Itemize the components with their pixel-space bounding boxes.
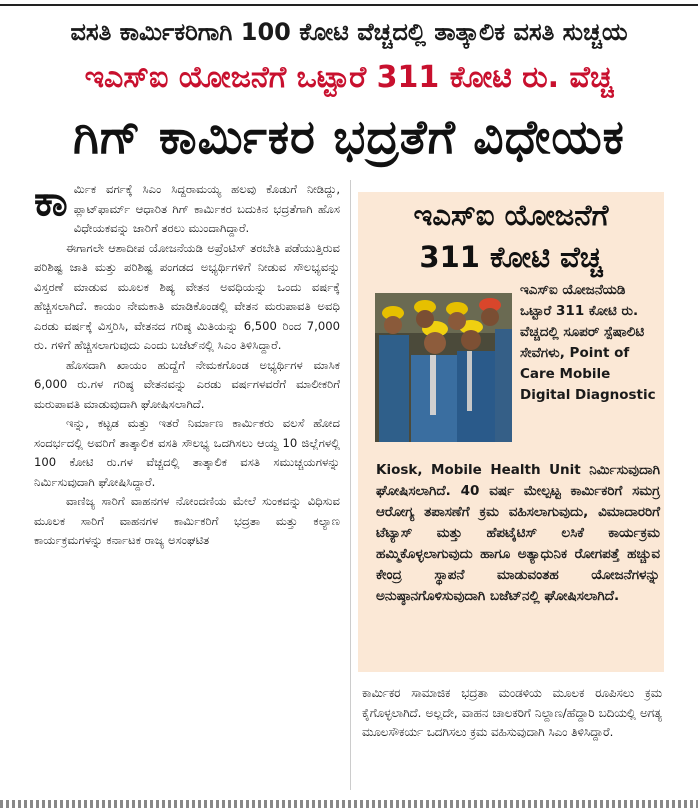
workers-photo-illustration bbox=[375, 293, 512, 442]
kicker-headline: ವಸತಿ ಕಾರ್ಮಿಕರಿಗಾಗಿ 100 ಕೋಟಿ ವೆಚ್ಚದಲ್ಲಿ ತಾತ್ಕಾಲಿಕ ವಸತಿ ಸುಚ್ಚಯ bbox=[70, 18, 628, 46]
main-headline: ಗಿಗ್ ಕಾರ್ಮಿಕರ ಭದ್ರತೆಗೆ ವಿಧೇಯಕ bbox=[73, 110, 625, 165]
article-paragraph-4: ಇನ್ನು, ಕಟ್ಟಡ ಮತ್ತು ಇತರೆ ನಿರ್ಮಾಣ ಕಾರ್ಮಿಕರು ವಲಸೆ ಹೋದ ಸಂದರ್ಭದಲ್ಲಿ ಅವರಿಗೆ ತಾತ್ಕಾಲಿಕ ವಸತಿ ಸೌಲಭ್ಯ ಒದಗಿಸಲು ಆಯ್ದ 10 ಜಿಲ್ಲೆಗಳಲ್ಲಿ 100 ಕೋಟಿ ರು.ಗಳ ವೆಚ್ಚದಲ್ಲಿ ತಾತ್ಕಾಲಿಕ ವಸತಿ ಸಮುಚ್ಚಯಗಳನ್ನು ನಿರ್ಮಿಸುವುದಾಗಿ ಘೋಷಿಸಿದ್ದಾರೆ. bbox=[34, 416, 340, 489]
workers-photo bbox=[375, 293, 512, 442]
top-rule bbox=[0, 4, 698, 6]
article-paragraph-5: ವಾಣಿಜ್ಯ ಸಾರಿಗೆ ವಾಹನಗಳ ನೋಂದಣಿಯ ಮೇಲೆ ಸುಂಕವನ್ನು ವಿಧಿಸುವ ಮೂಲಕ ಸಾರಿಗೆ ವಾಹನಗಳ ಕಾರ್ಮಿಕರಿಗೆ ಭದ್ರತಾ ಮತ್ತು ಕಲ್ಯಾಣ ಕಾರ್ಯಕ್ರಮಗಳನ್ನು ಕರ್ನಾಟಕ ರಾಜ್ಯ ಅಸಂಘಟಿತ bbox=[34, 494, 340, 547]
article-paragraph-2: ಈಗಾಗಲೇ ಆಶಾದೀಪ ಯೋಜನೆಯಡಿ ಅಪ್ರೆಂಟಿಸ್ ತರಬೇತಿ ಪಡೆಯುತ್ತಿರುವ ಪರಿಶಿಷ್ಟ ಜಾತಿ ಮತ್ತು ಪರಿಶಿಷ್ಟ ಪಂಗಡದ ಅಭ್ಯರ್ಥಿಗಳಿಗೆ ನೀಡುವ ಸೌಲಭ್ಯವನ್ನು ವಿಸ್ತರಣೆ ಮಾಡುವ ಮೂಲಕ ಶಿಷ್ಯ ವೇತನ ಅವಧಿಯನ್ನು ಒಂದು ವರ್ಷಕ್ಕೆ ಹೆಚ್ಚಿಸಲಾಗಿದೆ. ಕಾಯಂ ನೇಮಕಾತಿ ಮಾಡಿಕೊಂಡಲ್ಲಿ ವೇತನ ಮರುಪಾವತಿ ಅವಧಿ ಎರಡು ವರ್ಷಕ್ಕೆ ವಿಸ್ತರಿಸಿ, ವೇತನದ ಗರಿಷ್ಠ ಮಿತಿಯನ್ನು 6,500 ರಿಂದ 7,000 ರು. ಗಳಿಗೆ ಹೆಚ್ಚಿಸಲಾಗುವುದು ಎಂದು ಬಜೆಟ್‌ನಲ್ಲಿ ಸಿಎಂ ತಿಳಿಸಿದ್ದಾರೆ. bbox=[34, 240, 340, 352]
box-title-line-2: 311 ಕೋಟಿ ವೆಚ್ಚ bbox=[419, 240, 603, 274]
box-caption-paragraph: Kiosk, Mobile Health Unit ನಿರ್ಮಿಸುವುದಾಗಿ ಘೋಷಿಸಲಾಗಿದೆ. 40 ವರ್ಷ ಮೇಲ್ಪಟ್ಟ ಕಾರ್ಮಿಕರಿಗೆ ಸಮಗ್ರ ಆರೋಗ್ಯ ತಪಾಸಣೆಗೆ ಕ್ರಮ ವಹಿಸಲಾಗುವುದು, ವಿಮಾದಾರರಿಗೆ ಟೆಟ್ಯಾಸ್ ಮತ್ತು ಹೆಪಟೈಟಿಸ್ ಲಸಿಕೆ ಕಾರ್ಯಕ್ರಮ ಹಮ್ಮಿಕೊಳ್ಳಲಾಗುವುದು ಹಾಗೂ ಅತ್ಯಾಧುನಿಕ ರೋಗಪತ್ತೆ ಹಚ್ಚುವ ಕೇಂದ್ರ ಸ್ಥಾಪನೆ ಮಾಡುವಂತಹ ಯೋಜನೆಗಳನ್ನು ಅನುಷ್ಠಾನಗೊಳಿಸುವುದಾಗಿ ಬಜೆಟ್‌ನಲ್ಲಿ ಘೋಷಿಸಲಾಗಿದೆ. bbox=[376, 462, 660, 604]
article-paragraph-3: ಹೊಸದಾಗಿ ಖಾಯಂ ಹುದ್ದೆಗೆ ನೇಮಕಗೊಂಡ ಅಭ್ಯರ್ಥಿಗಳ ಮಾಸಿಕ 6,000 ರು.ಗಳ ಗರಿಷ್ಠ ವೇತನವನ್ನು ಎರಡು ವರ್ಷಗಳವರೆಗೆ ಮಾಲೀಕರಿಗೆ ಮರುಪಾವತಿ ಮಾಡುವುದಾಗಿ ಘೋಷಿಸಲಾಗಿದೆ. bbox=[34, 357, 340, 411]
article-continuation: ಕಾರ್ಮಿಕರ ಸಾಮಾಜಿಕ ಭದ್ರತಾ ಮಂಡಳಿಯ ಮೂಲಕ ರೂಪಿಸಲು ಕ್ರಮ ಕೈಗೊಳ್ಳಲಾಗಿದೆ. ಅಲ್ಲದೇ, ವಾಹನ ಚಾಲಕರಿಗೆ ನಿಲ್ದಾಣ/ಹೆದ್ದಾರಿ ಬದಿಯಲ್ಲಿ ಅಗತ್ಯ ಮೂಲಸೌಕರ್ಯ ಒದಗಿಸಲು ಕ್ರಮ ವಹಿಸುವುದಾಗಿ ಸಿಎಂ ತಿಳಿಸಿದ್ದಾರೆ. bbox=[362, 686, 662, 739]
box-title-line-1: ಇಎಸ್‌ಐ ಯೋಜನೆಗೆ bbox=[413, 198, 609, 232]
box-caption-full bbox=[376, 460, 660, 607]
article-paragraph-1: ರ್ಮಿಕ ವರ್ಗಕ್ಕೆ ಸಿಎಂ ಸಿದ್ದರಾಮಯ್ಯ ಹಲವು ಕೊಡುಗೆ ನೀಡಿದ್ದು, ಪ್ಲಾಟ್‌ಫಾರ್ಮ್ ಆಧಾರಿತ ಗಿಗ್ ಕಾರ್ಮಿಕರ ಬದುಕಿನ ಭದ್ರತೆಗಾಗಿ ಹೊಸ ವಿಧೇಯಕವನ್ನು ಜಾರಿಗೆ ತರಲು ಮುಂದಾಗಿದ್ದಾರೆ. bbox=[73, 182, 340, 235]
article-column-left bbox=[34, 176, 340, 551]
drop-cap: ಕಾ bbox=[34, 176, 68, 225]
article-column-right-continuation bbox=[362, 684, 662, 743]
bottom-dashed-rule bbox=[0, 800, 698, 808]
column-divider bbox=[350, 180, 351, 790]
box-caption-side: ಇಎಸ್‌ಐ ಯೋಜನೆಯಡಿ ಒಟ್ಟಾರೆ 311 ಕೋಟಿ ರು. ವೆಚ್ಚದಲ್ಲಿ ಸೂಪರ್ ಸ್ಪೆಷಾಲಿಟಿ ಸೇವೆಗಳು, Point of Care Mobile Digital Diagnostic bbox=[520, 282, 656, 403]
sub-headline: ಇಎಸ್‌ಐ ಯೋಜನೆಗೆ ಒಟ್ಟಾರೆ 311 ಕೋಟಿ ರು. ವೆಚ್ಚ bbox=[84, 60, 614, 95]
